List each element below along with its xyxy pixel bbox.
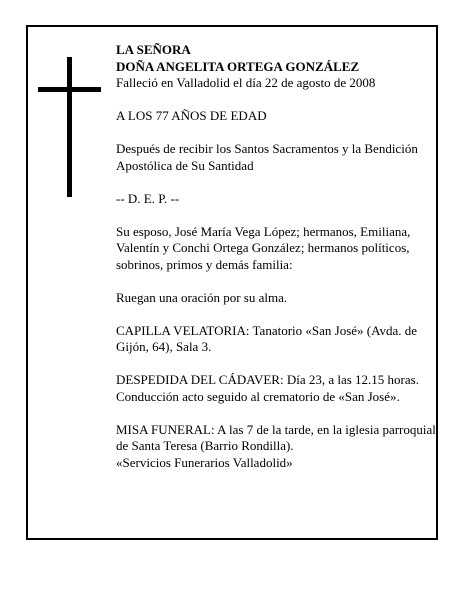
sacraments-line: Después de recibir los Santos Sacramentos y la Bendición Apostólica de Su Santidad (116, 141, 418, 173)
chapel-line: CAPILLA VELATORIA: Tanatorio «San José» (Avda. de Gijón, 64), Sala 3. (116, 322, 418, 354)
cross-horizontal-bar (38, 87, 101, 92)
mass-block (116, 422, 436, 472)
death-date-line: Falleció en Valladolid el día 22 de agosto de 2008 (116, 75, 376, 90)
deceased-block (116, 42, 436, 92)
farewell-line: DESPEDIDA DEL CÁDAVER: Día 23, a las 12.15 horas. Conducción acto seguido al crematorio de «San José». (116, 372, 419, 404)
funeral-home-line: «Servicios Funerarios Valladolid» (116, 454, 293, 470)
prayer-line: Ruegan una oración por su alma. (116, 289, 288, 305)
obituary-text (116, 42, 436, 488)
title-line-1: LA SEÑORA (116, 42, 191, 57)
family-line: Su esposo, José María Vega López; hermanos, Emiliana, Valentín y Conchi Ortega González; hermanos políticos, sobrinos, primos y demás familia: (116, 223, 411, 272)
deceased-name: DOÑA ANGELITA ORTEGA GONZÁLEZ (116, 58, 360, 74)
age-line: A LOS 77 AÑOS DE EDAD (116, 108, 267, 123)
mass-line: MISA FUNERAL: A las 7 de la tarde, en la iglesia parroquial de Santa Teresa (Barrio Rondilla). (116, 421, 436, 453)
rip-line: -- D. E. P. -- (116, 190, 180, 206)
cross-vertical-bar (67, 57, 72, 197)
obituary-notice (26, 25, 438, 540)
